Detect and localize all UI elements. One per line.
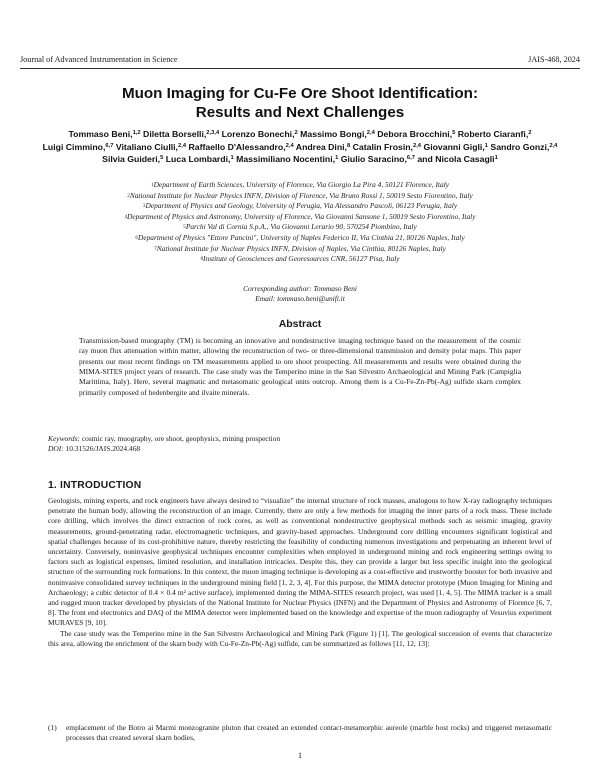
- affiliation-marker: 8: [200, 256, 204, 263]
- keywords-text: cosmic ray, muography, ore shoot, geophysics, mining prospection: [81, 434, 281, 443]
- title-line-2: Results and Next Challenges: [195, 104, 405, 121]
- author-name: [102, 154, 163, 164]
- corresponding-email: Email: tommaso.beni@unifi.it: [255, 294, 345, 304]
- affiliation-line: [30, 212, 570, 223]
- doi-label: DOI:: [48, 444, 64, 454]
- author-name-text: Luigi Cimmino,: [42, 141, 106, 152]
- author-name-text: Andrea Dini,: [295, 141, 347, 152]
- author-name: [458, 129, 532, 139]
- abstract-heading: Abstract: [278, 318, 322, 330]
- affiliation-text: Department of Earth Sciences, University of Florence, Via Giorgio La Pira 4, 50121 Florence, Italy: [153, 180, 450, 189]
- list-item-text: emplacement of the Botro ai Marmi monzogranite pluton that created an extended contact-metamorphic aureole (marble host rocks) and triggered metasomatic processes that created several skarn bodies,: [66, 723, 552, 743]
- author-name: [377, 129, 455, 139]
- paper-title: [40, 84, 560, 122]
- author-affiliation-marker: 8: [346, 142, 351, 149]
- author-name-text: Massimiliano Nocentini,: [236, 154, 336, 165]
- affiliation-text: National Institute for Nuclear Physics INFN, Division of Naples, Via Cinthia, 80126 Naples, Italy: [156, 243, 446, 253]
- affiliation-marker: 1: [150, 182, 154, 188]
- author-name: [236, 154, 338, 164]
- author-affiliation-marker: 6,7: [406, 155, 415, 162]
- author-affiliation-marker: 2,4: [366, 130, 375, 136]
- affiliation-text: Institute of Geosciences and Georesources CNR, 56127 Pisa, Italy: [203, 254, 400, 264]
- author-name: [353, 142, 421, 152]
- author-affiliation-marker: 2: [528, 130, 532, 136]
- author-name: [69, 129, 141, 139]
- paragraph-1: Geologists, mining experts, and rock engineers have always desired to “visualize” the internal structure of rock masses, analogous to how X-ray radiography techniques penetrate the human body, allowing the reconstruction of an image. Currently, there are only a few methods for imaging the inner parts of a rock mass. These include core drilling, which involves the direct extraction of rock cores, as well as conventional nondestructive geophysical methods such as seismic imaging, gravity measurements, ground-penetrating radar, electromagnetic techniques, and gravity-based approaches. Underground core drilling encounters significant logistical and spatial challenges because of its cost-prohibitive nature, thereby restricting the feasibility of conducting numerous investigations and perpetuating an inherent level of uncertainty. Conversely, noninvasive geophysical techniques encounter complexities when employed in underground mining and rock engineering settings owing to factors such as logistical expenses, limited resolution, and installation intricacies. Despite this, they can provide a larger but less specific insight into the geological structure of the surrounding rock formations. In this context, the muon imaging technique is developing as a cost-effective and trustworthy booster for both invasive and noninvasive consolidated survey techniques in the underground mining field [1, 2, 3, 4]. For this purpose, the MIMA detector prototype (Muon Imaging for Mining and Archaeology; a cubic detector of 0.4 × 0.4 m² active surface), implemented during the MIMA-SITES research project, was used [1, 4, 5]. The MIMA tracker is a small and rugged muon tracker developed by physicists of the National Institute for Nuclear Physics (INFN) and the Department of Physics and Astronomy of Florence [6, 7, 8]. The front end electronics and DAQ of the MIMA detector were implemented based on the knowledge and expertise of the muon radiography of Vesuvius experiment MURAVES [9, 10].: [48, 496, 552, 628]
- affiliation-marker: 2: [127, 192, 130, 199]
- page-number: 1: [297, 750, 303, 760]
- author-name: [423, 142, 488, 152]
- list-item-number: (1): [48, 723, 57, 732]
- section-heading: 1. INTRODUCTION: [48, 480, 142, 491]
- author-list: [38, 128, 562, 166]
- author-affiliation-marker: 1: [484, 142, 488, 149]
- abstract-text: Transmission-based muography (TM) is becoming an innovative and nondestructive imaging technique based on the measurement of the cosmic ray muon flux attenuation within matter, allowing the reconstruction of two- or three-dimensional transmission and density polar maps. This paper presents our most recent findings on TM measurements applied to ore shoot prospecting. All measurements and results were obtained during the MIMA-SITES project years of research. The case study was the Temperino mine in the San Silvestro Archaeological and Mining Park (Campiglia Marittima, Italy). Here, several magmatic and metasomatic geological units outcrop. Among them is a Cu-Fe-Zn-Pb(-Ag) sulfide skarn complex primarily composed of hedenbergite and ilvaite minerals.: [79, 336, 521, 397]
- affiliation-line: [30, 244, 570, 255]
- doi-value: 10.31526/JAIS.2024.468: [65, 444, 141, 454]
- corresponding-author: [30, 284, 570, 305]
- author-affiliation-marker: 1: [335, 155, 339, 162]
- affiliation-line: [30, 222, 570, 233]
- author-name-text: Raffaello D'Alessandro,: [188, 141, 286, 152]
- affiliation-text: Department of Physics "Ettore Pancini", University of Naples Federico II, Via Cinthia 21, 80126 Naples, Italy: [137, 232, 465, 242]
- author-name-text: Giulio Saracino,: [340, 154, 407, 165]
- affiliation-text: Department of Physics and Astronomy, University of Florence, Via Giovanni Sansone 1, 50019 Sesto Fiorentino, Italy: [127, 211, 476, 221]
- affiliation-line: [30, 233, 570, 244]
- author-name-text: Lorenzo Bonechi,: [221, 129, 295, 139]
- journal-name: Journal of Advanced Instrumentation in Science: [20, 55, 178, 64]
- author-name-text: Debora Brocchini,: [377, 129, 453, 139]
- affiliation-line: [30, 191, 570, 202]
- author-name: [43, 142, 114, 152]
- affiliation-text: Department of Physics and Geology, University of Perugia, Via Alessandro Pascoli, 06123 Perugia, Italy: [145, 201, 458, 211]
- author-affiliation-marker: 1: [230, 155, 234, 162]
- affiliation-line: [30, 254, 570, 265]
- author-name-text: Roberto Ciaranfi,: [457, 129, 529, 139]
- author-name: [490, 142, 557, 152]
- author-name-text: Giovanni Gigli,: [423, 141, 485, 152]
- affiliation-line: [30, 201, 570, 212]
- paragraph-2: The case study was the Temperino mine in the San Silvestro Archaeological and Mining Park (Figure 1) [1]. The geological succession of events that characterize this area, allowing the enrichment of the skarn body with Cu-Fe-Zn-Pb(-Ag) sulfide, can be summarized as follows [11, 12, 13]:: [48, 628, 552, 648]
- title-line-1: Muon Imaging for Cu-Fe Ore Shoot Identification:: [121, 85, 479, 102]
- author-name: [222, 129, 298, 139]
- affiliation-marker: 4: [124, 213, 128, 220]
- affiliation-marker: 5: [183, 224, 186, 231]
- author-name: [116, 142, 186, 152]
- author-name: [143, 129, 219, 139]
- section-body: [48, 496, 552, 649]
- author-name: [341, 154, 415, 164]
- affiliation-list: [30, 180, 570, 265]
- author-name-text: Tommaso Beni,: [68, 129, 133, 139]
- affiliation-line: [30, 180, 570, 191]
- author-name: [300, 129, 375, 139]
- affiliation-text: Parchi Val di Cornia S.p.A., Via Giovanni Lerario 90, 570254 Piombino, Italy: [185, 222, 417, 232]
- author-name-text: Vitaliano Ciulli,: [115, 141, 178, 152]
- keywords-block: [48, 434, 552, 455]
- author-affiliation-marker: 2,3,4: [206, 130, 220, 136]
- running-header: [20, 55, 580, 67]
- list-item: [48, 723, 552, 743]
- author-name-text: Catalin Frosin,: [352, 141, 413, 152]
- author-name-text: Massimo Bongi,: [300, 129, 367, 139]
- author-affiliation-marker: 2: [294, 130, 298, 136]
- author-affiliation-marker: 2,4: [177, 142, 187, 149]
- author-name-text: Silvia Guideri,: [102, 154, 161, 165]
- affiliation-marker: 3: [142, 203, 146, 210]
- author-affiliation-marker: 2,4: [412, 142, 422, 149]
- author-name-text: Diletta Borselli,: [143, 129, 207, 139]
- affiliation-text: National Institute for Nuclear Physics INFN, Division of Florence, Via Bruno Rossi 1, 50019 Sesto Fiorentino, Italy: [129, 190, 473, 200]
- keywords-label: Keywords:: [48, 434, 80, 443]
- author-affiliation-marker: 2,4: [285, 142, 294, 149]
- author-affiliation-marker: 6,7: [105, 142, 114, 149]
- author-affiliation-marker: 1: [494, 155, 498, 162]
- author-affiliation-marker: 5: [160, 155, 164, 162]
- affiliation-marker: 6: [135, 234, 138, 241]
- author-name: [188, 142, 293, 152]
- author-affiliation-marker: 5: [452, 130, 456, 136]
- author-name: [296, 142, 350, 152]
- corresponding-name: Corresponding author: Tommaso Beni: [243, 284, 357, 293]
- affiliation-marker: 7: [154, 245, 157, 252]
- author-name-text: Luca Lombardi,: [165, 154, 231, 165]
- author-name-text: and Nicola Casagli: [417, 154, 495, 165]
- article-id: JAIS-468, 2024: [528, 55, 580, 64]
- author-affiliation-marker: 2,4: [549, 142, 558, 149]
- header-rule: [20, 68, 580, 69]
- author-name-text: Sandro Gonzi,: [490, 141, 550, 152]
- author-name: [166, 154, 234, 164]
- author-name: [417, 154, 497, 164]
- author-affiliation-marker: 1,2: [132, 130, 141, 136]
